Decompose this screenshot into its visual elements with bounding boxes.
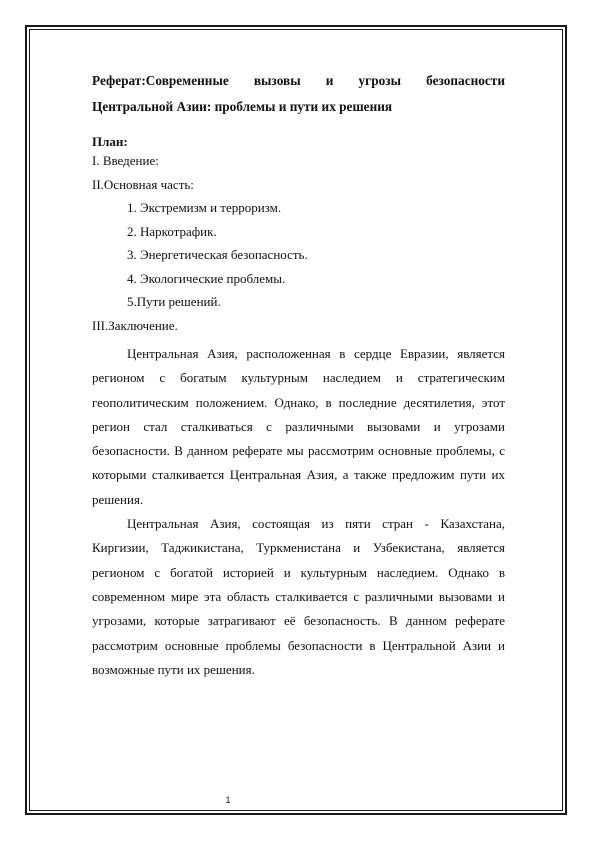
plan-section: [92, 134, 505, 337]
paragraph: Центральная Азия, состоящая из пяти стран - Казахстана, Киргизии, Таджикистана, Туркменистана и Узбекистана, является регионом с богатой историей и культурным наследием. Однако в современном мире эта область сталкивается с различными вызовами и угрозами, которые затрагивают её безопасность. В данном реферате рассмотрим основные проблемы безопасности в Центральной Азии и возможные пути их решения.: [92, 516, 505, 677]
document-title: [92, 68, 505, 120]
plan-subitem: 1. Экстремизм и терроризм.: [127, 200, 282, 215]
plan-item-conclusion: III.Заключение.: [92, 317, 178, 333]
plan-subitem: 2. Наркотрафик.: [127, 223, 217, 239]
plan-item-main-part: II.Основная часть:: [92, 176, 194, 192]
body-text: [92, 342, 505, 682]
plan-subitem: 5.Пути решений.: [127, 294, 221, 309]
page-number-label: 1: [225, 795, 231, 805]
plan-subitem: 3. Энергетическая безопасность.: [127, 247, 308, 262]
paragraph: Центральная Азия, расположенная в сердце Евразии, является регионом с богатым культурным наследием и стратегическим геополитическим положением. Однако, в последние десятилетия, этот регион стал сталкиваться с различными вызовами и угрозами безопасности. В данном реферате мы рассмотрим основные проблемы, с которыми сталкивается Центральная Азия, а также предложим пути их решения.: [92, 346, 505, 507]
plan-item-introduction: I. Введение:: [92, 153, 159, 168]
title-line-2: Центральной Азии: проблемы и пути их решения: [92, 99, 393, 114]
plan-subitem: 4. Экологические проблемы.: [127, 270, 286, 286]
page-number: [0, 795, 596, 805]
plan-heading: План:: [92, 134, 128, 149]
title-line-1: Реферат:Современные вызовы и угрозы безопасности: [92, 73, 505, 88]
